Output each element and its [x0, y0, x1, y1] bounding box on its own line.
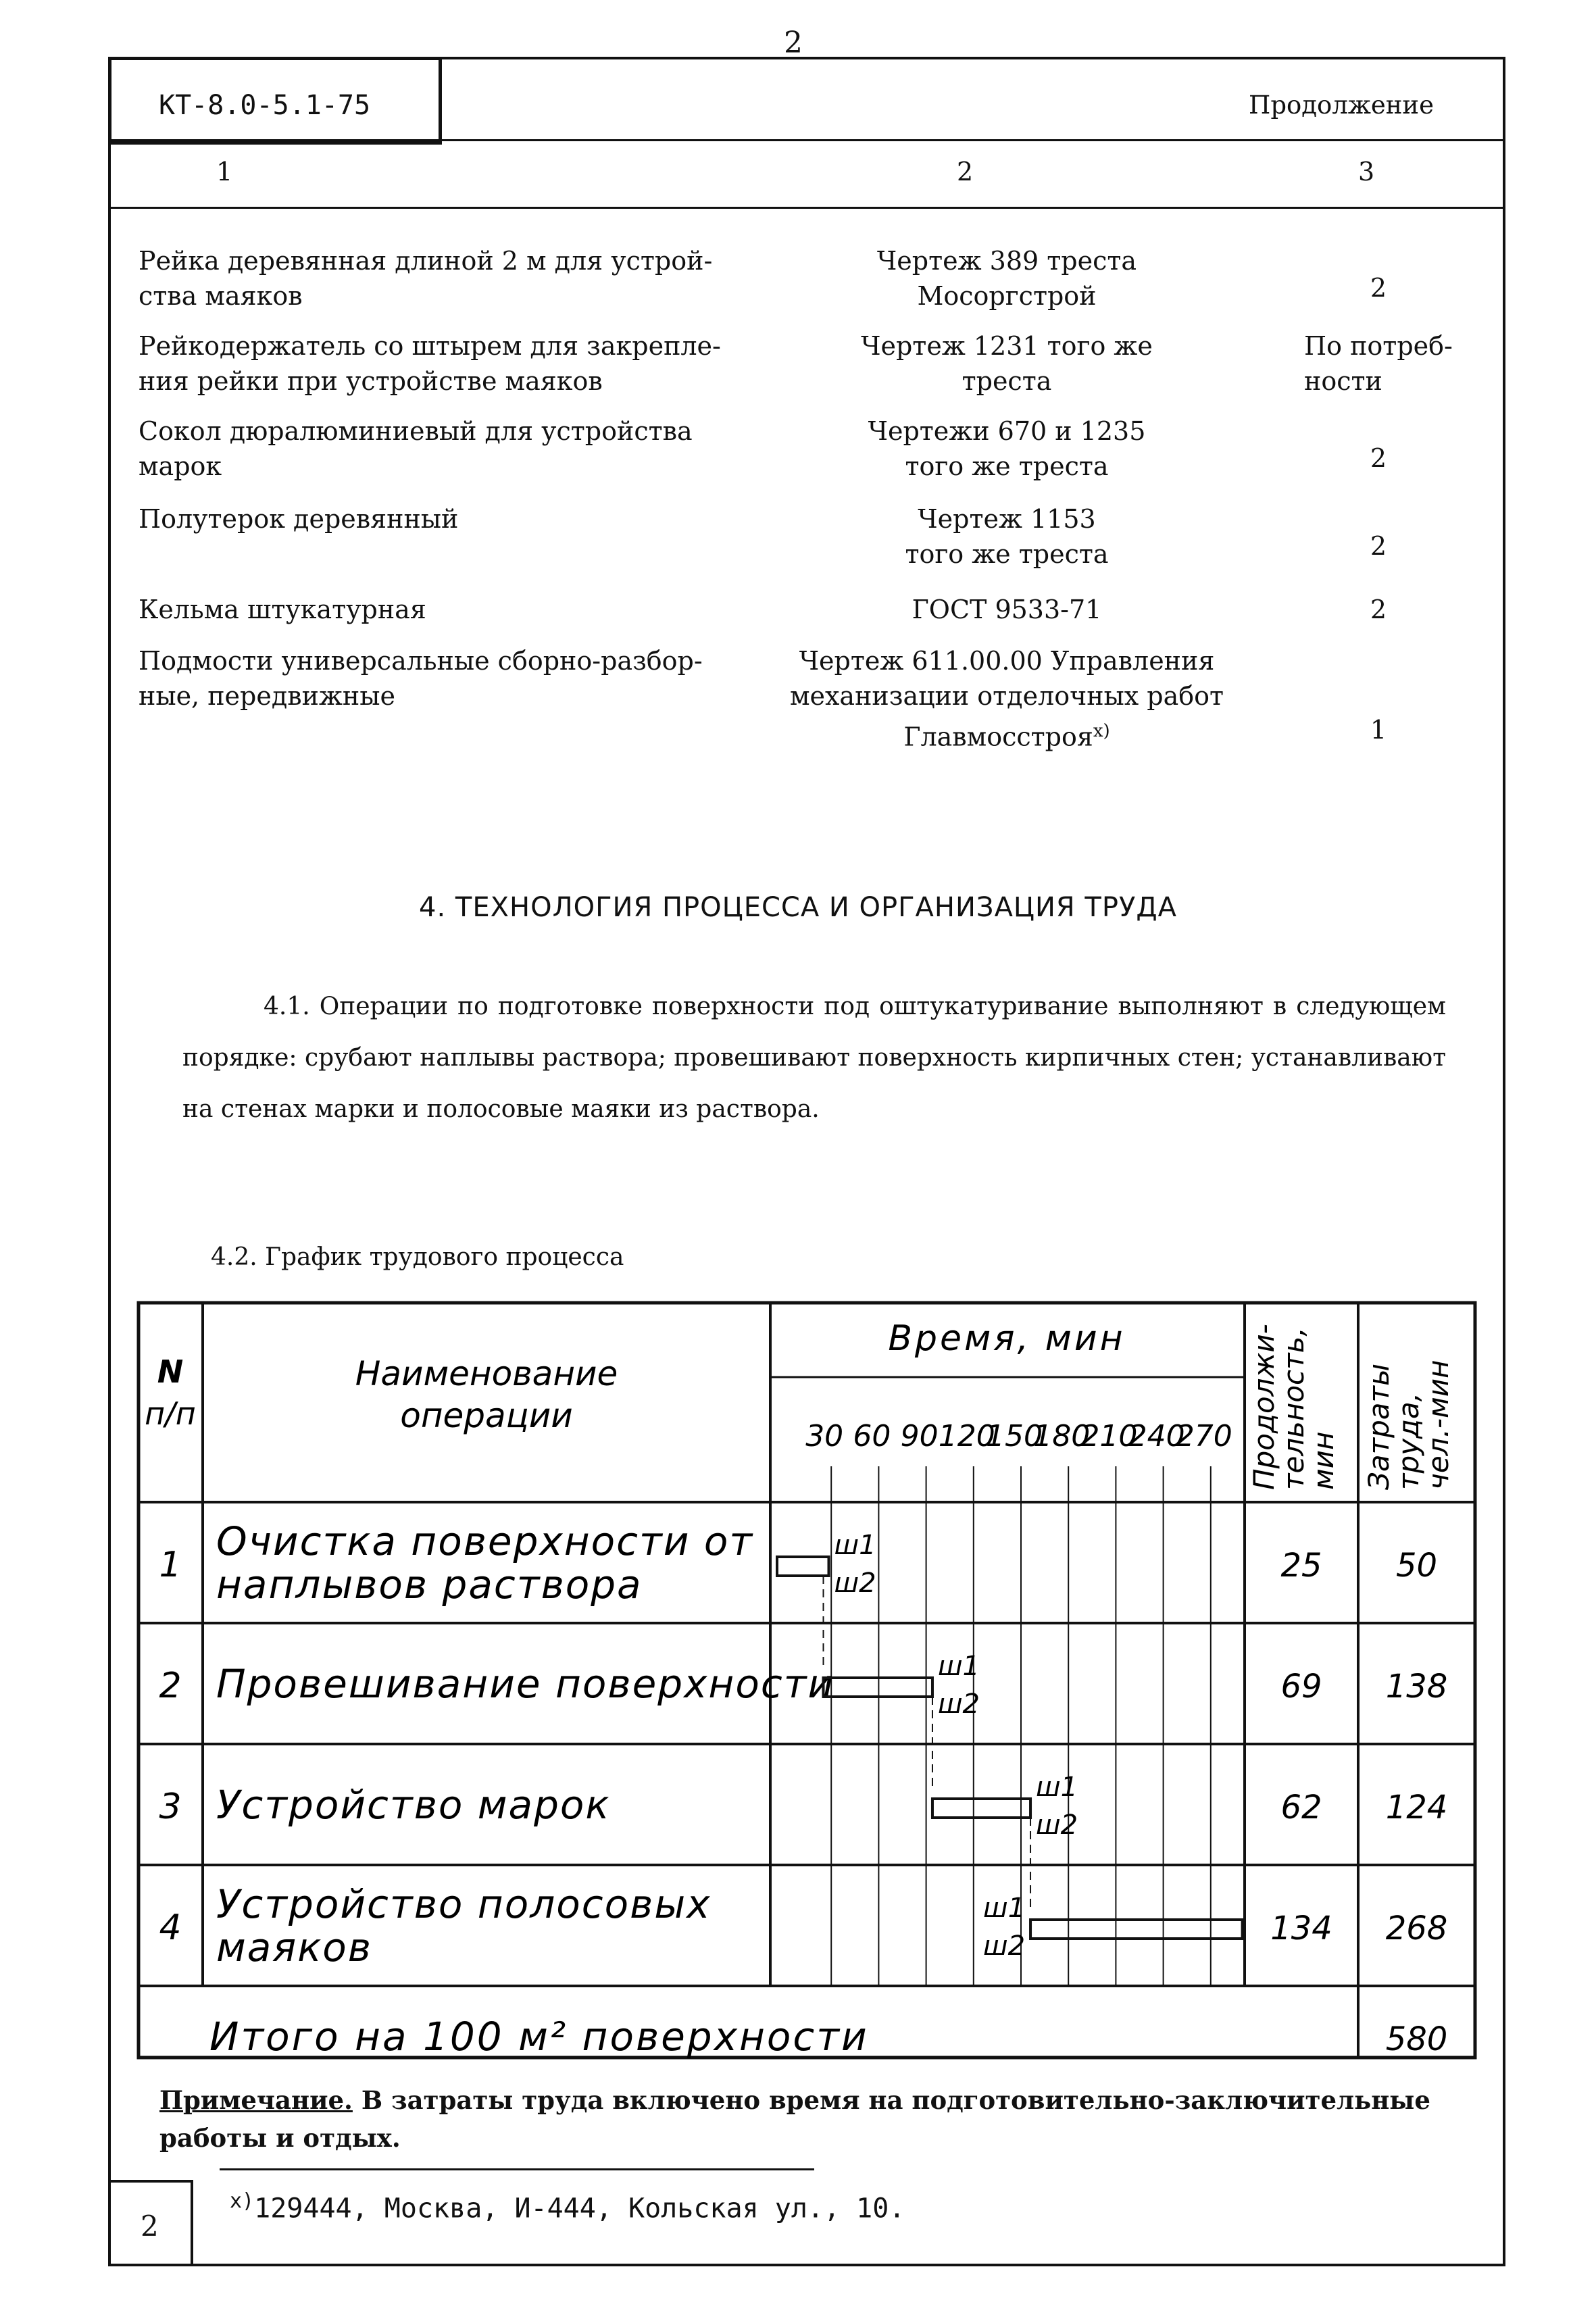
time-tick-label: 240	[1128, 1419, 1185, 1453]
requirement-quantity: По потреб- ности	[1304, 331, 1453, 396]
requirement-reference: Чертеж 1231 того же треста	[861, 331, 1153, 396]
row-number: 4	[159, 1908, 182, 1948]
total-value: 580	[1385, 2020, 1448, 2058]
labor-header: Затраты	[1362, 1363, 1395, 1490]
section-title: 4. ТЕХНОЛОГИЯ ПРОЦЕССА И ОРГАНИЗАЦИЯ ТРУДА	[419, 892, 1177, 923]
operation-name: наплывов раствора	[216, 1562, 643, 1608]
duration-value: 62	[1280, 1789, 1322, 1826]
worker-label: ш1	[937, 1651, 980, 1682]
time-tick-label: 150	[986, 1419, 1043, 1453]
column-number-3: 3	[1358, 157, 1375, 186]
name-header: Наименование	[355, 1354, 618, 1393]
requirement-name: Сокол дюралюминиевый для устройства марок	[139, 416, 693, 481]
worker-label: ш1	[983, 1893, 1026, 1924]
footnote-rule	[220, 2168, 814, 2170]
row-number: 1	[159, 1545, 182, 1585]
duration-value: 69	[1280, 1668, 1322, 1706]
operation-name: маяков	[216, 1924, 372, 1970]
labor-value: 138	[1385, 1668, 1448, 1706]
time-tick-label: 120	[938, 1419, 995, 1453]
requirement-reference: Чертеж 1153 того же треста	[905, 504, 1109, 569]
time-tick-label: 180	[1033, 1419, 1091, 1453]
note-label: Примечание.	[159, 2085, 353, 2115]
requirement-quantity: 2	[1370, 273, 1387, 303]
row-number: 3	[159, 1787, 182, 1827]
requirement-quantity: 2	[1370, 595, 1387, 624]
operation-name: Устройство марок	[216, 1782, 611, 1828]
time-header: Время, мин	[888, 1318, 1126, 1359]
requirement-name: Полутерок деревянный	[139, 504, 459, 534]
gantt-bar	[932, 1799, 1030, 1818]
schedule-label: 4.2. График трудового процесса	[211, 1243, 624, 1271]
page-number: 2	[784, 26, 803, 60]
worker-label: ш2	[937, 1689, 980, 1720]
footnote-mark: x)	[230, 2189, 255, 2213]
worker-label: ш2	[834, 1568, 876, 1599]
row-number: 2	[159, 1666, 182, 1706]
labor-value: 50	[1395, 1547, 1438, 1585]
note	[159, 2081, 1477, 2157]
requirement-quantity: 2	[1370, 443, 1387, 473]
labor-value: 124	[1385, 1789, 1448, 1826]
operation-name: Провешивание поверхности	[216, 1661, 835, 1707]
requirement-reference: ГОСТ 9533-71	[912, 595, 1102, 624]
worker-label: ш1	[834, 1530, 876, 1561]
time-tick-label: 30	[805, 1419, 844, 1453]
requirement-name: Рейкодержатель со штырем для закрепле- ния рейки при устройстве маяков	[139, 331, 721, 396]
requirement-name: Подмости универсальные сборно-разбор- ные, передвижные	[139, 646, 703, 711]
footnote	[230, 2189, 905, 2224]
num-header: N	[157, 1353, 184, 1390]
requirement-name: Рейка деревянная длиной 2 м для устрой- ства маяков	[139, 246, 713, 311]
operation-name: Очистка поверхности от	[216, 1518, 754, 1564]
duration-header: Продолжи-	[1247, 1324, 1280, 1490]
labor-header: труда,	[1392, 1392, 1425, 1490]
operation-name: Устройство полосовых	[216, 1881, 712, 1927]
gantt-bar	[824, 1678, 932, 1697]
document-code: КТ-8.0-5.1-75	[108, 57, 442, 145]
column-number-2: 2	[957, 157, 974, 186]
time-tick-label: 60	[853, 1419, 891, 1453]
requirement-name: Кельма штукатурная	[139, 595, 426, 624]
num-header: п/п	[145, 1395, 196, 1432]
total-label: Итого на 100 м² поверхности	[209, 2014, 869, 2060]
labor-header: чел.-мин	[1422, 1360, 1455, 1490]
footer-page-number: 2	[108, 2180, 193, 2266]
note-text: В затраты труда включено время на подготовительно-заключительные работы и отдых.	[159, 2085, 1430, 2153]
gantt-bar	[777, 1557, 829, 1576]
duration-header: тельность,	[1277, 1327, 1310, 1490]
time-tick-label: 90	[900, 1419, 939, 1453]
requirement-quantity: 1	[1370, 715, 1387, 745]
labor-value: 268	[1385, 1910, 1448, 1947]
column-number-1: 1	[216, 157, 233, 186]
requirement-reference: Чертеж 389 треста Мосоргстрой	[876, 246, 1137, 311]
name-header: операции	[400, 1396, 573, 1435]
requirement-reference: Чертежи 670 и 1235 того же треста	[868, 416, 1146, 481]
duration-value: 134	[1270, 1910, 1332, 1947]
worker-label: ш1	[1036, 1772, 1078, 1803]
continuation-label: Продолжение	[1249, 91, 1434, 120]
duration-header: мин	[1307, 1431, 1340, 1490]
time-tick-label: 270	[1175, 1419, 1232, 1453]
time-tick-label: 210	[1080, 1419, 1138, 1453]
worker-label: ш2	[1036, 1810, 1078, 1841]
paragraph-4-1-text: 4.1. Операции по подготовке поверхности под оштукатуривание выполняют в следующем порядке: срубают наплывы раствора; провешивают поверхность кирпичных стен; устанавливают на стенах марки и полосовые маяки из раствора.	[182, 993, 1446, 1123]
requirement-reference: Чертеж 611.00.00 Управления механизации отделочных работ Главмосстроя$^{x)}$	[789, 646, 1224, 752]
requirement-quantity: 2	[1370, 531, 1387, 561]
duration-value: 25	[1280, 1547, 1322, 1585]
worker-label: ш2	[983, 1931, 1026, 1962]
footnote-text: 129444, Москва, И-444, Кольская ул., 10.	[254, 2193, 905, 2224]
